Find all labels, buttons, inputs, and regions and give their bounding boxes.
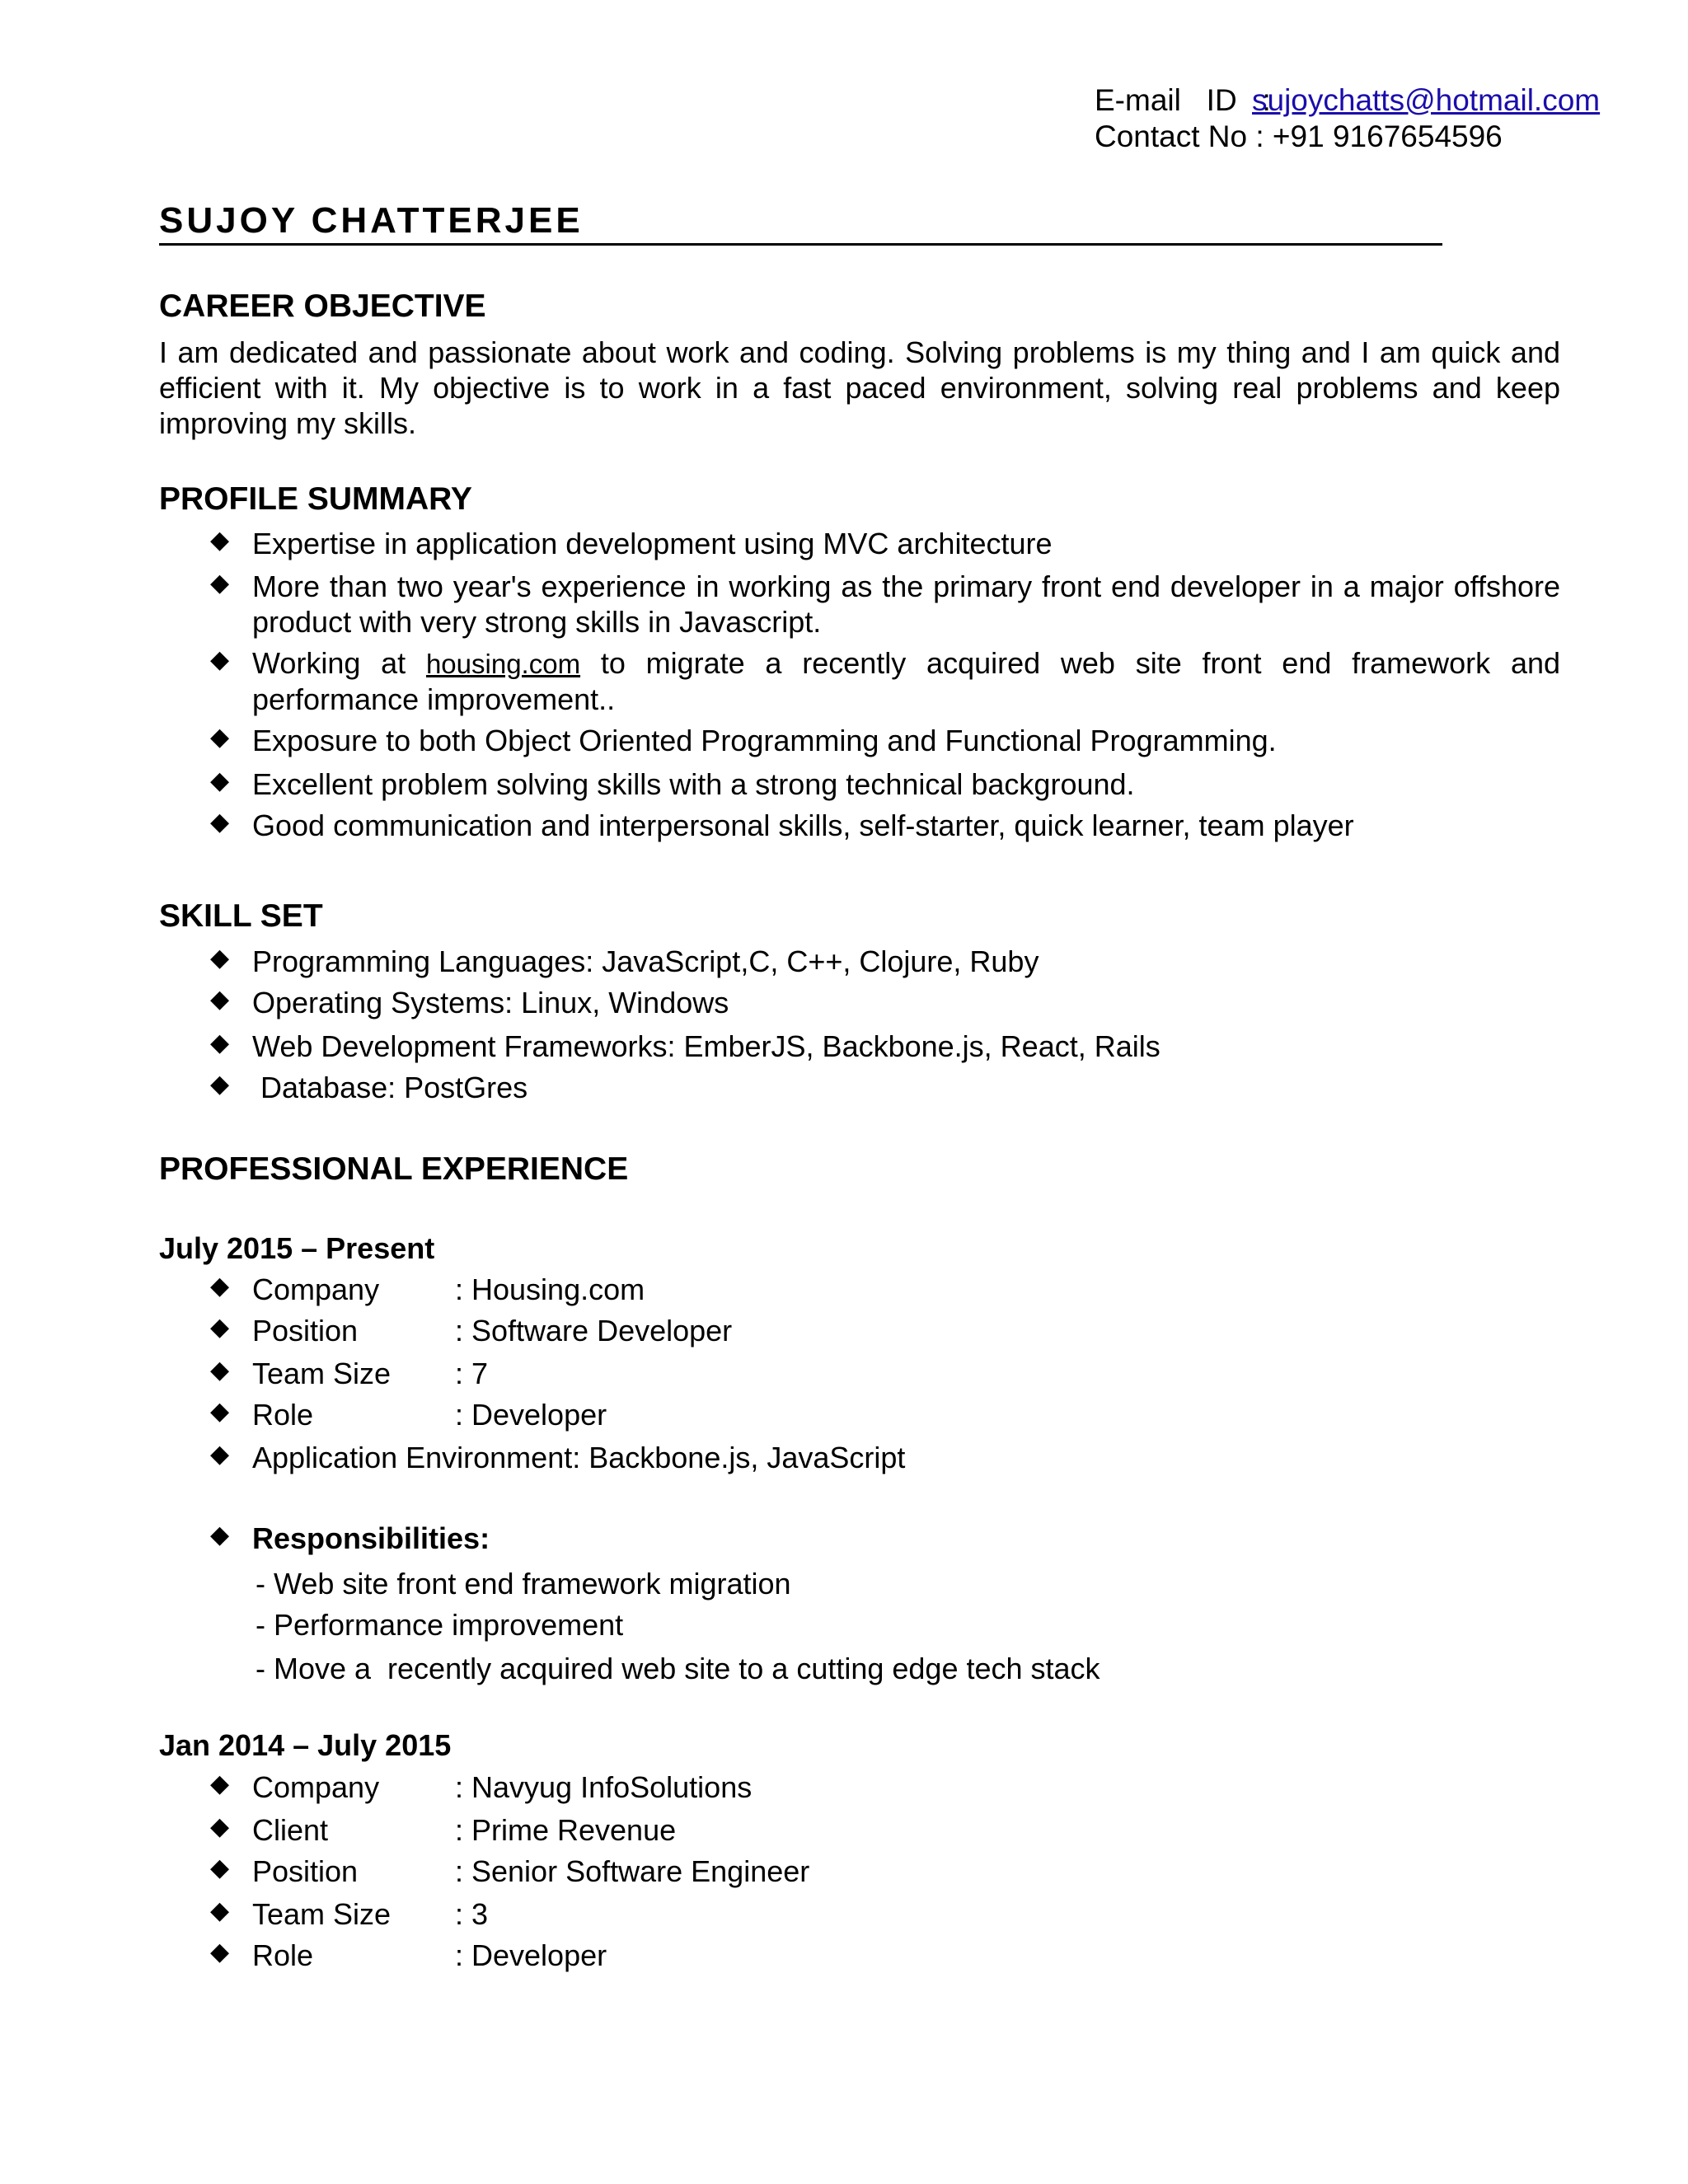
email-link[interactable]: sujoychatts@hotmail.com — [1252, 83, 1601, 117]
list-item-text: Operating Systems: Linux, Windows — [252, 986, 729, 1019]
skill-set-heading: SKILL SET — [159, 898, 323, 934]
list-item-text: Expertise in application development using MVC architecture — [252, 527, 1053, 560]
field-key: Team Size — [252, 1897, 392, 1931]
experience-heading: PROFESSIONAL EXPERIENCE — [159, 1151, 629, 1187]
list-item-suffix: to migrate a recently acquired web site front end framework and performance improvement.. — [252, 646, 1561, 716]
diamond-bullet-icon: ◆ — [210, 1314, 230, 1341]
email-line — [1095, 82, 1600, 119]
career-objective-heading: CAREER OBJECTIVE — [159, 288, 486, 324]
field-value: : 7 — [455, 1357, 489, 1390]
field-value: : 3 — [455, 1897, 489, 1931]
list-item-text: Excellent problem solving skills with a strong technical background. — [252, 767, 1135, 801]
diamond-bullet-icon: ◆ — [210, 1813, 230, 1840]
field-value: : Developer — [455, 1938, 607, 1972]
diamond-bullet-icon: ◆ — [210, 1770, 230, 1797]
diamond-bullet-icon: ◆ — [210, 986, 230, 1013]
diamond-bullet-icon: ◆ — [210, 569, 230, 597]
job-environment: Application Environment: Backbone.js, JavaScript — [252, 1441, 906, 1474]
candidate-name: SUJOY CHATTERJEE — [159, 199, 1442, 246]
field-key: Role — [252, 1398, 314, 1432]
field-key: Company — [252, 1770, 380, 1804]
responsibility-item: - Move a recently acquired web site to a cutting edge tech stack — [256, 1652, 1100, 1685]
diamond-bullet-icon: ◆ — [210, 646, 230, 673]
diamond-bullet-icon: ◆ — [210, 808, 230, 836]
field-key: Position — [252, 1854, 359, 1888]
diamond-bullet-icon: ◆ — [210, 1441, 230, 1468]
responsibility-item: - Performance improvement — [256, 1608, 624, 1642]
responsibilities-label: Responsibilities: — [252, 1521, 490, 1555]
list-item-prefix: Working at — [252, 646, 426, 680]
diamond-bullet-icon: ◆ — [210, 1938, 230, 1966]
diamond-bullet-icon: ◆ — [210, 944, 230, 972]
job-field-text — [252, 1769, 1560, 1805]
list-item-text: Exposure to both Object Oriented Programming and Functional Programming. — [252, 724, 1277, 757]
job-period: July 2015 – Present — [159, 1231, 435, 1265]
job-field-text — [252, 1272, 1560, 1307]
diamond-bullet-icon: ◆ — [210, 1897, 230, 1924]
list-item-text: Database: PostGres — [252, 1071, 528, 1104]
diamond-bullet-icon: ◆ — [210, 724, 230, 751]
field-value: : Navyug InfoSolutions — [455, 1770, 753, 1804]
field-value: : Senior Software Engineer — [455, 1854, 810, 1888]
phone-line: Contact No : +91 9167654596 — [1095, 120, 1503, 153]
diamond-bullet-icon: ◆ — [210, 1029, 230, 1057]
field-value: : Housing.com — [455, 1272, 645, 1306]
job-field-text — [252, 1812, 1560, 1848]
diamond-bullet-icon: ◆ — [210, 1071, 230, 1098]
diamond-bullet-icon: ◆ — [210, 1854, 230, 1882]
list-item-text — [252, 645, 1560, 717]
job-field-text — [252, 1854, 1560, 1889]
job-field-text — [252, 1397, 1560, 1432]
job-field-text — [252, 1313, 1560, 1348]
profile-summary-heading: PROFILE SUMMARY — [159, 481, 472, 517]
responsibility-item: - Web site front end framework migration — [256, 1567, 791, 1601]
field-key: Team Size — [252, 1357, 392, 1390]
diamond-bullet-icon: ◆ — [210, 1357, 230, 1384]
field-key: Company — [252, 1272, 380, 1306]
field-key: Role — [252, 1938, 314, 1972]
job-period: Jan 2014 – July 2015 — [159, 1728, 452, 1762]
field-key: Client — [252, 1813, 329, 1847]
diamond-bullet-icon: ◆ — [210, 1398, 230, 1425]
diamond-bullet-icon: ◆ — [210, 767, 230, 794]
job-field-text — [252, 1896, 1560, 1932]
diamond-bullet-icon: ◆ — [210, 1521, 230, 1549]
field-key: Position — [252, 1314, 359, 1347]
housing-link[interactable]: housing.com — [425, 649, 581, 679]
diamond-bullet-icon: ◆ — [210, 1272, 230, 1300]
job-field-text — [252, 1356, 1560, 1391]
contact-block — [1095, 82, 1600, 155]
list-item-text: More than two year's experience in working as the primary front end developer in a major offshore product with very strong skills in Javascript. — [252, 569, 1560, 639]
job-field-text — [252, 1938, 1560, 1973]
field-value: : Software Developer — [455, 1314, 733, 1347]
field-value: : Prime Revenue — [455, 1813, 677, 1847]
list-item-text: Web Development Frameworks: EmberJS, Backbone.js, React, Rails — [252, 1029, 1160, 1063]
list-item-text: Programming Languages: JavaScript,C, C++, Clojure, Ruby — [252, 944, 1039, 978]
career-objective-text: I am dedicated and passionate about work and coding. Solving problems is my thing and I am quick and efficient with it. My objective is to work in a fast paced environment, solving real problems and keep improving my skills. — [159, 335, 1560, 440]
email-label: E-mail ID : — [1095, 83, 1280, 117]
list-item-text: Good communication and interpersonal skills, self-starter, quick learner, team player — [252, 808, 1354, 842]
field-value: : Developer — [455, 1398, 607, 1432]
diamond-bullet-icon: ◆ — [210, 527, 230, 554]
